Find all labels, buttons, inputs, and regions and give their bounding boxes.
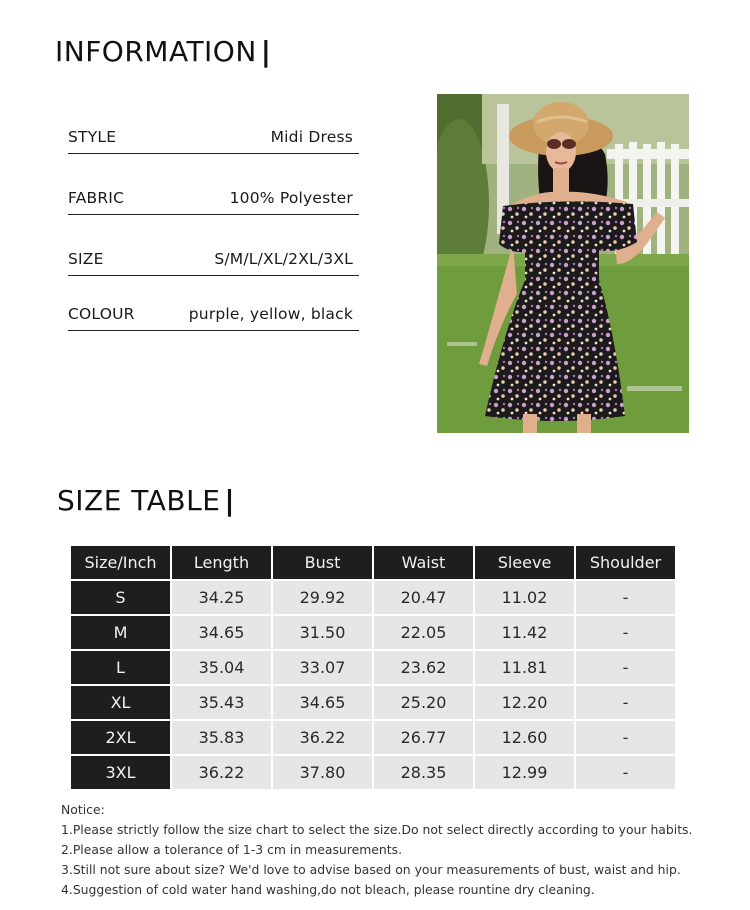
bust-cell: 37.80 [273, 756, 372, 789]
bust-cell: 33.07 [273, 651, 372, 684]
waist-cell: 26.77 [374, 721, 473, 754]
sleeve-cell: 11.81 [475, 651, 574, 684]
length-cell: 34.25 [172, 581, 271, 614]
model-illustration [437, 94, 689, 433]
title-bar-divider: | [260, 35, 272, 68]
table-row [71, 581, 675, 614]
waist-cell: 25.20 [374, 686, 473, 719]
waist-cell: 28.35 [374, 756, 473, 789]
size-chart-table [69, 544, 677, 791]
size-cell: XL [71, 686, 170, 719]
info-row-fabric [68, 177, 359, 215]
column-header-bust: Bust [273, 546, 372, 579]
size-cell: L [71, 651, 170, 684]
length-cell: 36.22 [172, 756, 271, 789]
product-photo [437, 94, 689, 433]
notice-item: 4.Suggestion of cold water hand washing,do not bleach, please rountine dry cleaning. [61, 882, 595, 897]
size-cell: 2XL [71, 721, 170, 754]
bust-cell: 36.22 [273, 721, 372, 754]
info-value: 100% Polyester [229, 189, 353, 207]
info-value: Midi Dress [270, 128, 353, 146]
length-cell: 35.04 [172, 651, 271, 684]
notice-item: 3.Still not sure about size? We'd love to advise based on your measurements of bust, waist and hip. [61, 862, 681, 877]
waist-cell: 23.62 [374, 651, 473, 684]
shoulder-cell: - [576, 616, 675, 649]
info-value: S/M/L/XL/2XL/3XL [214, 250, 353, 268]
table-row [71, 651, 675, 684]
column-header-waist: Waist [374, 546, 473, 579]
waist-cell: 22.05 [374, 616, 473, 649]
notice-section [61, 800, 741, 900]
info-value: purple, yellow, black [188, 305, 353, 323]
info-row-colour [68, 293, 359, 331]
information-heading [55, 35, 272, 68]
bust-cell: 29.92 [273, 581, 372, 614]
product-info-list [68, 116, 359, 331]
column-header-size: Size/Inch [71, 546, 170, 579]
sleeve-cell: 11.42 [475, 616, 574, 649]
size-cell: 3XL [71, 756, 170, 789]
notice-item: 1.Please strictly follow the size chart to select the size.Do not select directly according to your habits. [61, 822, 693, 837]
info-label: COLOUR [68, 305, 135, 323]
notice-heading: Notice: [61, 802, 105, 817]
column-header-sleeve: Sleeve [475, 546, 574, 579]
shoulder-cell: - [576, 756, 675, 789]
table-row [71, 756, 675, 789]
information-title: INFORMATION [55, 35, 257, 68]
shoulder-cell: - [576, 651, 675, 684]
length-cell: 35.83 [172, 721, 271, 754]
info-row-style [68, 116, 359, 154]
sleeve-cell: 12.20 [475, 686, 574, 719]
shoulder-cell: - [576, 581, 675, 614]
info-label: FABRIC [68, 189, 125, 207]
sleeve-cell: 11.02 [475, 581, 574, 614]
bust-cell: 34.65 [273, 686, 372, 719]
size-cell: M [71, 616, 170, 649]
column-header-shoulder: Shoulder [576, 546, 675, 579]
table-row [71, 686, 675, 719]
size-table-title: SIZE TABLE [57, 484, 221, 517]
info-label: STYLE [68, 128, 117, 146]
table-header-row [71, 546, 675, 579]
shoulder-cell: - [576, 721, 675, 754]
info-label: SIZE [68, 250, 104, 268]
bust-cell: 31.50 [273, 616, 372, 649]
size-cell: S [71, 581, 170, 614]
column-header-length: Length [172, 546, 271, 579]
length-cell: 35.43 [172, 686, 271, 719]
waist-cell: 20.47 [374, 581, 473, 614]
table-row [71, 616, 675, 649]
title-bar-divider: | [224, 484, 236, 517]
info-row-size [68, 238, 359, 276]
sleeve-cell: 12.60 [475, 721, 574, 754]
notice-item: 2.Please allow a tolerance of 1-3 cm in measurements. [61, 842, 403, 857]
length-cell: 34.65 [172, 616, 271, 649]
sleeve-cell: 12.99 [475, 756, 574, 789]
size-table-heading [57, 484, 235, 517]
table-row [71, 721, 675, 754]
shoulder-cell: - [576, 686, 675, 719]
